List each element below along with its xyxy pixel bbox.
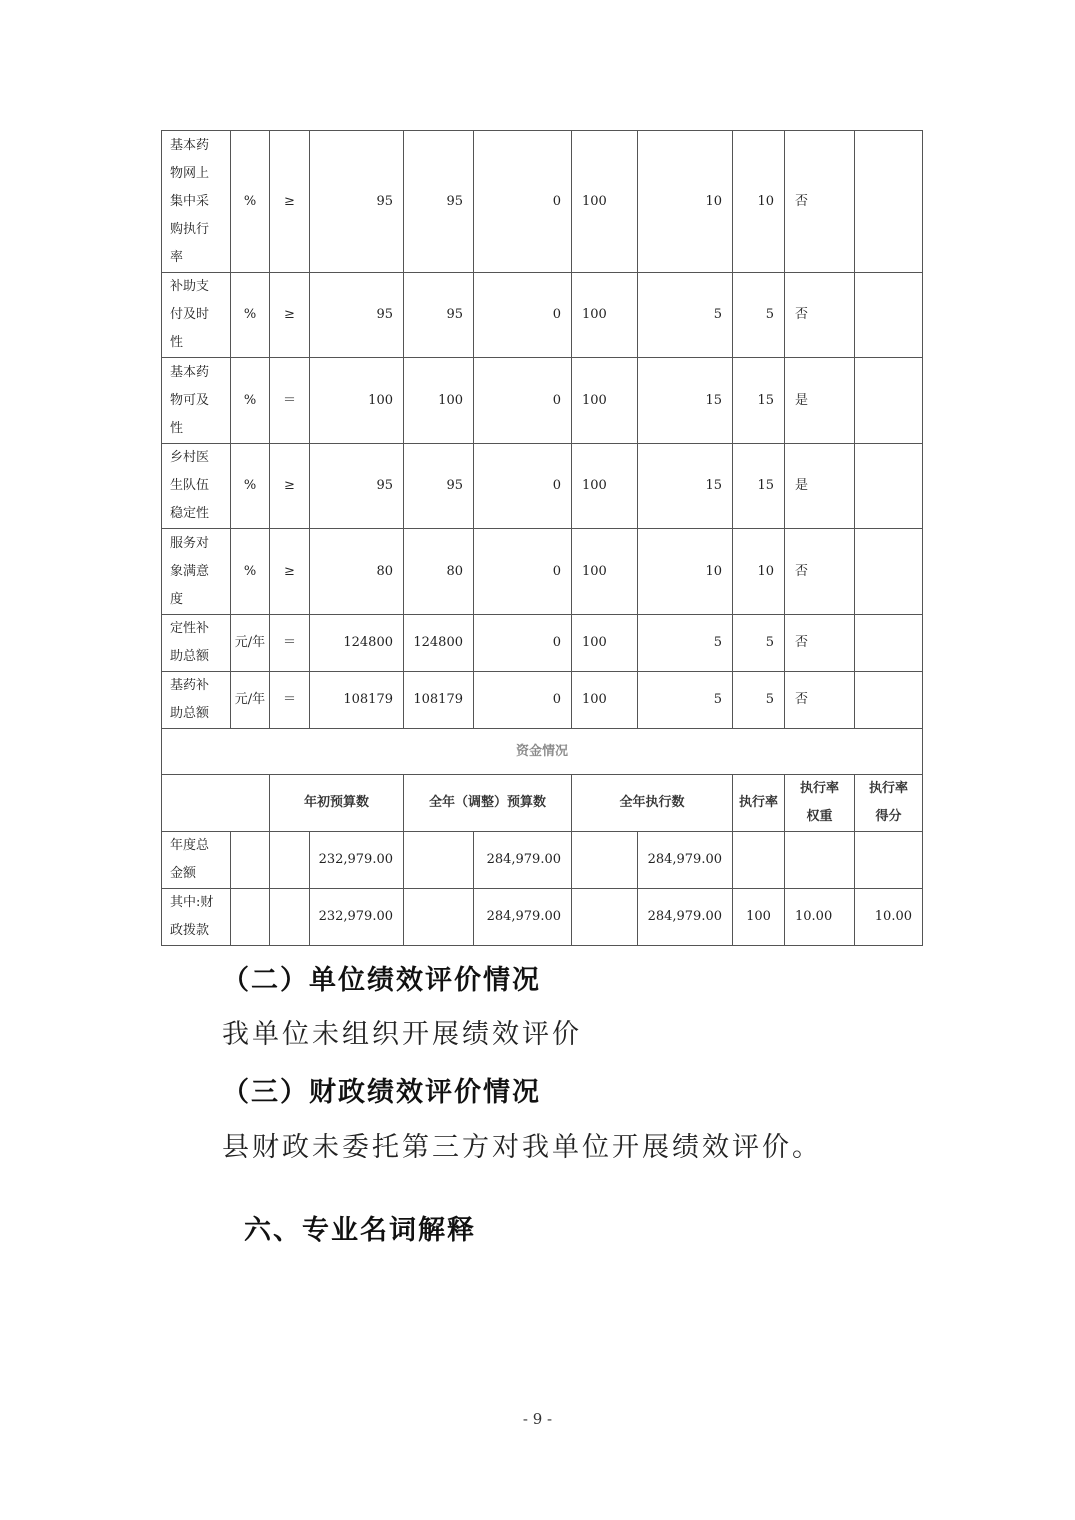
indicator-target-cell (309, 614, 404, 672)
funds-rate-value-text: 100 (746, 909, 771, 924)
indicator-note-cell (854, 130, 923, 273)
indicator-value-cell-text: 0 (552, 635, 561, 650)
funds-executed-value-text: 284,979.00 (647, 909, 722, 924)
indicator-flag-cell (784, 357, 855, 444)
indicator-actual-cell (403, 528, 474, 615)
funds-row-blank (571, 831, 638, 889)
indicator-actual-cell (403, 130, 474, 273)
funds-row-blank (269, 831, 310, 889)
funds-rate-value (732, 831, 785, 889)
indicator-target-cell-text: 100 (368, 392, 393, 408)
indicator-target-cell (309, 443, 404, 529)
header-exec-rate (732, 774, 785, 832)
indicator-actual-cell (403, 614, 474, 672)
indicator-target-cell-text: 80 (376, 563, 393, 579)
indicator-score-cell-text: 10 (757, 563, 774, 579)
indicator-operator-cell-text: ≥ (284, 307, 295, 322)
indicator-weight-cell-text: 5 (713, 692, 722, 707)
indicator-value-cell-text: 0 (552, 563, 561, 579)
indicator-rate-cell (571, 272, 638, 358)
indicator-note-cell (854, 671, 923, 729)
indicator-target-cell-text: 95 (376, 193, 393, 209)
indicator-weight-cell-text: 10 (705, 563, 722, 579)
indicator-weight-cell-text: 5 (713, 635, 722, 650)
funds-score-value (854, 831, 923, 889)
indicator-flag-cell-text: 否 (795, 307, 809, 322)
indicator-score-cell (732, 272, 785, 358)
funds-score-value-text: 10.00 (874, 909, 912, 924)
indicator-name-cell-text: 服务对象满意度 (170, 535, 210, 607)
indicator-flag-cell-text: 否 (795, 692, 809, 707)
indicator-weight-cell (637, 357, 733, 444)
funds-row-blank (230, 831, 270, 889)
funds-initial-value (309, 888, 404, 946)
header-initial-budget (269, 774, 404, 832)
funds-weight-value (784, 888, 855, 946)
indicator-actual-cell-text: 95 (446, 193, 463, 209)
indicator-weight-cell (637, 671, 733, 729)
indicator-operator-cell (269, 528, 310, 615)
indicator-target-cell (309, 272, 404, 358)
indicator-name-cell (161, 357, 231, 444)
indicator-operator-cell-text: ＝ (282, 692, 296, 707)
funds-executed-value-text: 284,979.00 (647, 852, 722, 867)
header-rate-weight-text: 执行率权重 (799, 781, 839, 824)
indicator-target-cell-text: 95 (376, 478, 393, 493)
indicator-score-cell (732, 614, 785, 672)
indicator-unit-cell (230, 357, 270, 444)
indicator-score-cell (732, 528, 785, 615)
indicator-unit-cell-text: % (243, 307, 257, 322)
indicator-name-cell-text: 基本药物可及性 (170, 364, 210, 436)
indicator-actual-cell (403, 671, 474, 729)
indicator-unit-cell-text: % (243, 478, 257, 493)
indicator-rate-cell-text: 100 (582, 563, 607, 579)
indicator-actual-cell-text: 108179 (413, 692, 463, 707)
indicator-target-cell-text: 124800 (343, 635, 393, 650)
indicator-score-cell-text: 5 (765, 692, 774, 707)
funds-initial-value-text: 232,979.00 (318, 909, 393, 924)
indicator-target-cell-text: 95 (376, 307, 393, 322)
indicator-target-cell (309, 357, 404, 444)
funds-section-title (161, 728, 923, 775)
funds-adjusted-value (473, 831, 572, 889)
indicator-value-cell-text: 0 (552, 692, 561, 707)
indicator-unit-cell-text: % (243, 193, 257, 209)
indicator-operator-cell-text: ＝ (282, 392, 296, 408)
indicator-unit-cell-text: 元/年 (234, 692, 266, 707)
indicator-rate-cell-text: 100 (582, 307, 607, 322)
indicator-weight-cell (637, 528, 733, 615)
indicator-actual-cell (403, 272, 474, 358)
indicator-flag-cell (784, 443, 855, 529)
funds-row-label-text: 其中:财政拨款 (170, 895, 214, 938)
indicator-weight-cell (637, 614, 733, 672)
indicator-score-cell (732, 443, 785, 529)
indicator-operator-cell (269, 272, 310, 358)
indicator-actual-cell (403, 357, 474, 444)
indicator-operator-cell (269, 443, 310, 529)
indicator-unit-cell-text: % (243, 392, 257, 408)
indicator-score-cell (732, 130, 785, 273)
funds-initial-value-text: 232,979.00 (318, 852, 393, 867)
header-adjusted-budget (403, 774, 572, 832)
indicator-unit-cell-text: 元/年 (234, 635, 266, 650)
indicator-operator-cell-text: ≥ (284, 478, 295, 493)
indicator-operator-cell (269, 130, 310, 273)
funds-row-label-text: 年度总金额 (170, 838, 210, 881)
funds-row-label (161, 888, 231, 946)
indicator-flag-cell (784, 130, 855, 273)
indicator-unit-cell (230, 614, 270, 672)
indicator-actual-cell-text: 95 (446, 478, 463, 493)
funds-score-value (854, 888, 923, 946)
indicator-operator-cell (269, 671, 310, 729)
indicator-actual-cell (403, 443, 474, 529)
indicator-flag-cell (784, 671, 855, 729)
indicator-weight-cell-text: 15 (705, 478, 722, 493)
header-rate-weight (784, 774, 855, 832)
indicator-operator-cell-text: ≥ (284, 193, 295, 209)
header-exec-rate-text: 执行率 (738, 795, 778, 810)
funds-rate-value (732, 888, 785, 946)
page-number: - 9 - (522, 1410, 553, 1428)
indicator-flag-cell-text: 否 (795, 563, 809, 579)
funds-adjusted-value-text: 284,979.00 (486, 909, 561, 924)
indicator-unit-cell-text: % (243, 563, 257, 579)
funds-row-label (161, 831, 231, 889)
indicator-unit-cell (230, 272, 270, 358)
indicator-flag-cell (784, 528, 855, 615)
indicator-score-cell-text: 15 (757, 478, 774, 493)
indicator-rate-cell (571, 357, 638, 444)
indicator-value-cell (473, 443, 572, 529)
indicator-target-cell (309, 671, 404, 729)
indicator-rate-cell (571, 671, 638, 729)
indicator-name-cell-text: 乡村医生队伍稳定性 (170, 450, 210, 521)
indicator-note-cell (854, 443, 923, 529)
indicator-rate-cell-text: 100 (582, 478, 607, 493)
indicator-weight-cell-text: 15 (705, 392, 722, 408)
funds-row-blank (403, 831, 474, 889)
indicator-weight-cell (637, 272, 733, 358)
indicator-actual-cell-text: 100 (438, 392, 463, 408)
indicator-score-cell-text: 5 (765, 307, 774, 322)
indicator-score-cell (732, 357, 785, 444)
indicator-value-cell (473, 272, 572, 358)
indicator-note-cell (854, 272, 923, 358)
indicator-name-cell-text: 基本药物网上集中采购执行率 (170, 137, 210, 265)
unit-eval-heading: （二）单位绩效评价情况 (222, 965, 541, 996)
indicator-value-cell (473, 671, 572, 729)
glossary-heading: 六、专业名词解释 (244, 1215, 476, 1246)
indicator-flag-cell (784, 614, 855, 672)
indicator-note-cell (854, 614, 923, 672)
indicator-score-cell-text: 10 (757, 193, 774, 209)
indicator-score-cell-text: 5 (765, 635, 774, 650)
finance-eval-heading: （三）财政绩效评价情况 (222, 1077, 541, 1108)
indicator-value-cell (473, 130, 572, 273)
indicator-name-cell (161, 443, 231, 529)
header-initial-budget-text: 年初预算数 (303, 795, 369, 810)
indicator-operator-cell (269, 357, 310, 444)
indicator-flag-cell-text: 是 (795, 392, 809, 408)
funds-executed-value (637, 888, 733, 946)
indicator-operator-cell (269, 614, 310, 672)
funds-initial-value (309, 831, 404, 889)
indicator-weight-cell (637, 443, 733, 529)
indicator-weight-cell-text: 5 (713, 307, 722, 322)
indicator-unit-cell (230, 443, 270, 529)
indicator-rate-cell (571, 614, 638, 672)
funds-row-blank (403, 888, 474, 946)
indicator-flag-cell (784, 272, 855, 358)
indicator-name-cell (161, 528, 231, 615)
funds-row-blank (571, 888, 638, 946)
indicator-score-cell-text: 15 (757, 392, 774, 408)
indicator-rate-cell-text: 100 (582, 692, 607, 707)
funds-header-blank (161, 774, 270, 832)
indicator-flag-cell-text: 否 (795, 635, 809, 650)
indicator-value-cell-text: 0 (552, 478, 561, 493)
indicator-score-cell (732, 671, 785, 729)
indicator-name-cell (161, 130, 231, 273)
indicator-target-cell-text: 108179 (343, 692, 393, 707)
indicator-target-cell (309, 528, 404, 615)
finance-eval-text: 县财政未委托第三方对我单位开展绩效评价。 (222, 1132, 822, 1163)
header-adjusted-budget-text: 全年（调整）预算数 (428, 795, 546, 810)
indicator-name-cell (161, 614, 231, 672)
indicator-rate-cell (571, 528, 638, 615)
indicator-weight-cell-text: 10 (705, 193, 722, 209)
indicator-value-cell (473, 528, 572, 615)
indicator-operator-cell-text: ＝ (282, 635, 296, 650)
indicator-actual-cell-text: 95 (446, 307, 463, 322)
funds-executed-value (637, 831, 733, 889)
indicator-value-cell-text: 0 (552, 392, 561, 408)
indicator-name-cell-text: 基药补助总额 (170, 678, 210, 721)
header-executed-text: 全年执行数 (619, 795, 685, 810)
header-rate-score-text: 执行率得分 (868, 781, 908, 824)
indicator-value-cell-text: 0 (552, 193, 561, 209)
funds-weight-value-text: 10.00 (795, 909, 833, 924)
indicator-weight-cell (637, 130, 733, 273)
funds-row-blank (269, 888, 310, 946)
indicator-operator-cell-text: ≥ (284, 563, 295, 579)
funds-adjusted-value (473, 888, 572, 946)
indicator-target-cell (309, 130, 404, 273)
indicator-unit-cell (230, 130, 270, 273)
funds-weight-value (784, 831, 855, 889)
indicator-name-cell-text: 补助支付及时性 (170, 279, 210, 350)
header-rate-score (854, 774, 923, 832)
indicator-note-cell (854, 357, 923, 444)
indicator-rate-cell-text: 100 (582, 392, 607, 408)
header-executed (571, 774, 733, 832)
indicator-unit-cell (230, 671, 270, 729)
indicator-name-cell (161, 671, 231, 729)
indicator-rate-cell-text: 100 (582, 193, 607, 209)
indicator-rate-cell (571, 443, 638, 529)
indicator-flag-cell-text: 是 (795, 478, 809, 493)
funds-row-blank (230, 888, 270, 946)
unit-eval-text: 我单位未组织开展绩效评价 (222, 1019, 582, 1050)
indicator-rate-cell (571, 130, 638, 273)
indicator-value-cell (473, 614, 572, 672)
indicator-name-cell (161, 272, 231, 358)
indicator-name-cell-text: 定性补助总额 (170, 621, 210, 664)
indicator-rate-cell-text: 100 (582, 635, 607, 650)
indicator-actual-cell-text: 80 (446, 563, 463, 579)
indicator-flag-cell-text: 否 (795, 193, 809, 209)
indicator-unit-cell (230, 528, 270, 615)
indicator-actual-cell-text: 124800 (413, 635, 463, 650)
funds-section-title-text: 资金情况 (515, 743, 568, 759)
indicator-value-cell (473, 357, 572, 444)
funds-adjusted-value-text: 284,979.00 (486, 852, 561, 867)
indicator-note-cell (854, 528, 923, 615)
indicator-value-cell-text: 0 (552, 307, 561, 322)
